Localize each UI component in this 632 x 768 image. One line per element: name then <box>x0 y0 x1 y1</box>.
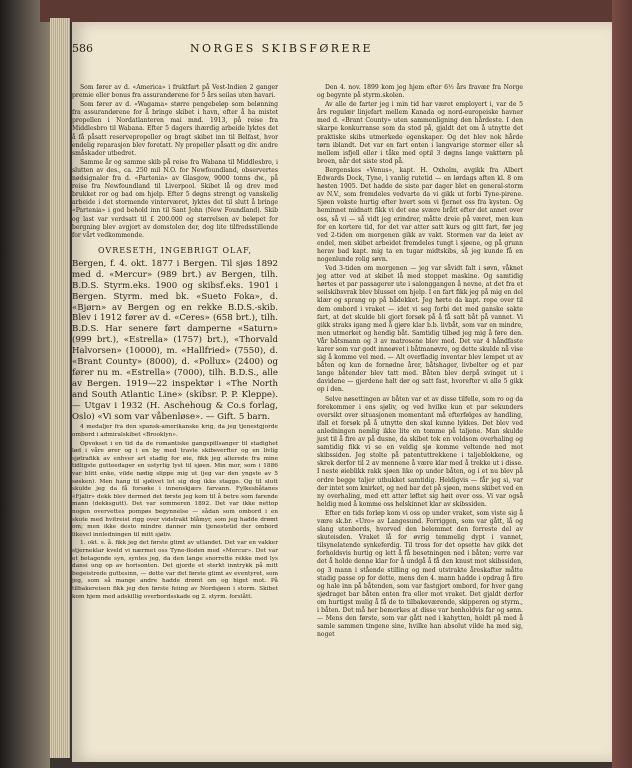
paragraph: Ved 3-tiden om morgenen — jeg var såvidt falt i søvn, våknet jeg atter ved at skibet lå med stoppet maskine. Og samtidig hørtes et par passagerer ute i salonggangen å nevne, at det fra et seilskibsvrak blev blusset om hjelp. I en fart fikk jeg på mig en del klær og sprang op på bådekket. Jeg hørte da kapt. rope over til dem ombord i vraket — idet vi seg forbi det med ganske sakte fart, at det skulde bli gjort forsøk på å få satt båt på vannet. Vi gikk straks igang med å gjøre klar b.b. livbåt, som var en mindre, men utmerket og hendig båt. Samtidig tilbød jeg mig å føre den. Vår båtsmann og 3 av matrosene blev med. Det var 4 håndfaste karer som var godt inneøvet i båtmanøvre, og dette skulde nå vise sig å komme vel med. — Alt overfladig inventar blev lempet ut av båten og kun de fornødne årer, båtshager, livbelter og et par lange båtender blev tatt med. Båten blev derpå svinget ut i davidene — gjerdene halt dør og satt fast, hvorefter vi alle 5 gikk op i den. <box>317 265 523 394</box>
book-board-top <box>40 0 632 22</box>
paragraph: Av alle de farter jeg i min tid har været employert i, var de 5 års regulær linjefart mellem Kanada og nord-europeiske havner med d. «Brant County» uten sammenligning den hårdeste. I den skarpe konkurranse som da stod på, gjaldt det om å utnytte det praktiske skibs utmerkede egenskaper. Og det blev nok hårde tørn iblandt. Det var en fart enten i langvarige stormer eller så mellem isfjell eller i tåke med optil 3 døgns lange vakttørn på broen, når det siste stod på. <box>317 101 523 165</box>
paragraph: Efter en tids forløp kom vi oss op under vraket, som viste sig å være sk.br. «Uro» av Langesund. Forriggen, som var gått, lå og slang utenbords, hvorved den belemmet den forreste del av skuteisden. Vraket lå for øvrig temmelig dypt i vannet, tilsynelatende synkeferdig. Til tross for det opsette hav gikk det forholdsvis hurtig og lett å få besetningen ned i båten; verre var det å holde denne klar for å undgå å få den knust mot skibssiden, og 3 mann i stående stilling og med utstrakte åreskafter måtte stadig passe op for dette, mens den 4. mann hadde i opdrag å fire og hale inn på båtenden, som var fastgjort ombord, for hver gang sjødraget bar båten enten fra eller mot vraket. Det gjaldt derfor om hurtigst mulig å få de to tilbakeværende, skipperen og styrm., i båten. Det må her bemerkes at disse var henholdvis far og sønn. — Mens den første, som var gått ned i kahytten, holdt på med å samle sammen tingene sine, hvilke han absolut vilde ha med sig, noget <box>317 509 523 639</box>
running-title: NORGES SKIBSFØRERE <box>190 42 373 55</box>
paragraph: 1. okt. s. å. fikk jeg det første glimt av utlandet. Det var en vakker stjerneklar kveld vi nærmet oss Tyne-floden med «Mercur». Det var et betagende syn, syntes jeg, da den lange snorrette rekke med lys dansi ung op av horisonten. Det gjorde et sterkt inntrykk på mitt begeistrede guttesinn, — dette var det første glimt av eventyret, som jeg, som så mange andre hadde drømt om og higet mot. På tilbakereisen fikk jeg den første feiing av Nordsjøen i storm. Skibet kom hjem med adskillig overbordsskade og 2. styrm. forslått. <box>72 540 278 600</box>
paragraph: Som fører av d. «America» i fruktfart på Vest-Indien 2 ganger premie eller bonus fra assurandørene for 5 års seilas uten havari. <box>72 84 278 100</box>
book-spine <box>0 0 50 768</box>
biography-heading: OVRESETH, INGEBRIGT OLAF, <box>98 245 252 255</box>
paragraph: Opvokset i en tid da de romantiske gangspillsanger til stadighet lød i våre ører og i en by med travle skibsverfter og en livlig sjøtrafikk av enhver art stadig for øie, fikk jeg allerede fra mine tidligste gutteedager en ustyrlig lyst til sjøen. Min mor, som i 1886 var blitt enke, vilde nødig slippe mig ut (jeg var den yngste av 5 søsken). Men hang til sjølivet lot sig dog ikke stagge. Og til slutt skulde jeg da få forsøke i innenskjærs farvann. Fylkesbåtanes «Fjalir» dekk blev dermed det første jeg kom til å betre som farende mann (dekksgutt). Det var sommeren 1892. Det var ikke nettop nogen overvettes pompøs begynnelse — sådan som ombord i en skute med hvitreist rigg over vidstrakt blåmyr, som jeg hadde drømt om; men ikke desto mindre danner min tjenestetid der ombord likevel innledningen til mitt sjøliv. <box>72 440 278 538</box>
paragraph: 4 medaljer fra den spansk-amerikanske krig, da jeg tjenestgjorde ombord i admiralskibet «Brooklyn». <box>72 424 278 439</box>
page-header <box>72 42 412 58</box>
biography-entry: Bergen, f. 4. okt. 1877 i Bergen. Til sjøs 1892 med d. «Mercur» (989 brt.) av Bergen, tilh. B.D.S. Styrm.eks. 1900 og skibsf.eks. 1901 i Bergen. Styrm. med bk. «Sueto Foka», d. «Bjørn» av Bergen og en rekke B.D.S.-skib. Blev i 1912 fører av d. «Ceres» (658 brt.), tilh. B.D.S. Har senere ført damperne «Saturn» (999 brt.), «Estrella» (1757) brt.), «Thorvald Halvorsen» (10000), m. «Hallfried» (7550), d. «Brant County» (8000), d. «Pollux» (2400) og fører nu m. «Estrella» (7000), tilh. B.D.S., alle av Bergen. 1919—22 inspektør i «The North and South Atlantic Line» (skibsr. P. P. Kleppe). — Utgav i 1932 (H. Aschehoug & Co.s forlag, Oslo) «Vi som var våbenløse». — Gift. 5 barn. <box>72 258 278 422</box>
paragraph: Selve nøsettingen av båten var et av disse tilfelle, som ro og da forekommer i ens sjøliv, og ved hvilke kun et par sekunders oversikt over situasjonen momentant må efterfølges av handling, ifall et forsøk på å utnytte den skal kunne lykkes. Det blev ved anledningen nemlig ikke lite en tomme på taljene. Man skulde just til å fire av på dusne, da skibet tok en voldsom overhaling og samtidig fikk vi se en veldig sjø komme veltende ned mot skibssiden. Jeg stolte på patentuttrekkene i taljeblokkene, og skrek derfor til 2 av mennene å være klar med å trekke ut i disse. I neste øieblikk rakk sjøen like op under båten, og i et nu blev på ordre begge taljer uthukket samtidig. Heldigvis — får jeg si, var der intet som knirket, og ned bar det på sjøen, mens skibet ved en ny overhaling, med ett atter løftet sig høit over oss. Vi var også heldig med å komme oss helskinnet klar av skibssiden. <box>317 395 523 508</box>
page-number: 586 <box>72 42 93 55</box>
paragraph: Bergenskes «Venus», kapt. H. Oxholm, avgikk fra Albert Edwards Dock, Tyne, i vanlig rutetid — en lørdags aften kl. 8 om høsten 1905. Det hadde de siste par dager blet en general-storm av N.V., som fremdeles vedvarte da vi gikk ut forbi Tyne-pirene. Sjøen vokste hurtig efter hvert som vi fjernet oss fra kysten. Og heminnet midnatt fikk vi det ene svære brått efter det annet over oss, så vi — så vidt jeg erindrer, måtte dreie på været, men kun for en kortere tid, for det var atter satt kurs og gitt fart, før jeg ved 2-tiden om morgenen gikk av vakt. Stormen var da løiet av endel, men skibet arbeidet fremdeles tungt i sjøene, og på grunn herav bad kapt. mig ta en tugar midtskibs, så jeg kunde få en nogenlunde rolig søvn. <box>317 166 523 263</box>
book-board-right <box>612 0 632 768</box>
left-column <box>72 84 278 602</box>
paragraph: Samme år og samme skib på reise fra Wabana til Middlesbro, i slutten av des., ca. 250 mil N.O. for Newfoundland, observertes nødsignaler fra d. «Partenia» av Glasgow, 9000 tonns dw., på reise fra Newfoundland til Liverpool. Skibet lå og drev med brukket ror og bad om hjelp. Efter 5 døgns strengt og vanskelig arbeide i det stormende vinterværet, lyktes det til slutt å bringe «Partenia» i god behold inn til Sant John (New Foundland). Skib og last var verdsatt til £ 200.000 og størrelsen av beløpet for bergning blev avgjort av domstolen der, dog lite tilfredsstillende for vårt vedkommende. <box>72 158 278 239</box>
paragraph: Som fører av d. «Wagama» større pengebeløp som belønning fra assurandørene for å bringe skibet i havn, efter å ha mistet propellen i Nordatlanteren mai mnd. 1913, på reise fra Middlesbro til Wabana. Efter 5 dagers ihærdig arbeide lyktes det å få påsatt reservepropeller og bragt skibet inn til Belfast, hvor endelig reparasjon blev foretatt. Ny propeller påsatt og div. andre småskader utbedret. <box>72 101 278 157</box>
paragraph: Den 4. nov. 1899 kom jeg hjem efter 6½ års fravær fra Norge og begynte på styrm.skolen. <box>317 84 523 100</box>
right-column <box>317 84 523 640</box>
page-edges <box>50 18 70 758</box>
